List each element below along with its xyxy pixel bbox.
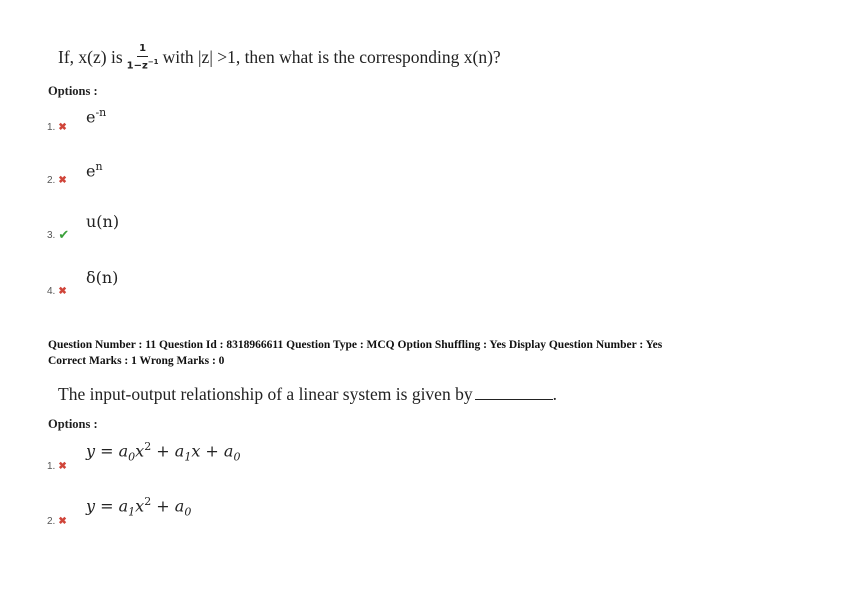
q1-option-1-text: $e^{-n}$ [86, 106, 107, 127]
q1-option-4-number: 4. ✖ [47, 286, 67, 297]
wrong-icon: ✖ [58, 175, 67, 186]
answer-blank [475, 399, 553, 400]
q1-option-3-text: u(n) [86, 212, 120, 231]
q2-option-2-number: 2. ✖ [47, 516, 67, 527]
question-1-text [58, 44, 501, 71]
question-2-text: The input-output relationship of a linear system is given by . [58, 384, 557, 404]
q1-option-3-number: 3. ✔ [47, 227, 70, 242]
options-label-1: Options : [48, 84, 98, 98]
check-icon: ✔ [58, 227, 70, 242]
q2-option-2-equation: $y = a_1x^2 + a_0$ [86, 495, 192, 519]
q1-option-4-text: δ(n) [86, 268, 119, 287]
q2-option-1-number: 1. ✖ [47, 461, 67, 472]
q2-option-1-equation: $y = a_0x^2 + a_1x + a_0$ [86, 440, 241, 464]
question-meta-line-2: Correct Marks : 1 Wrong Marks : 0 [48, 355, 225, 367]
question-1-suffix: with |z| >1, then what is the corresponding x(n)? [162, 47, 501, 68]
q1-option-2-number: 2. ✖ [47, 175, 67, 186]
fraction [127, 44, 159, 71]
wrong-icon: ✖ [58, 461, 67, 472]
fraction-numerator: 1 [137, 44, 148, 57]
wrong-icon: ✖ [58, 516, 67, 527]
q1-option-1-number: 1. ✖ [47, 122, 67, 133]
wrong-icon: ✖ [58, 122, 67, 133]
q1-option-2-text: $e^n$ [86, 160, 103, 181]
options-label-2: Options : [48, 417, 98, 431]
question-meta-line-1: Question Number : 11 Question Id : 8318966611 Question Type : MCQ Option Shuffling : Yes Display Question Number : Yes [48, 339, 663, 351]
fraction-denominator: $1-z^{-1}$ [126, 58, 159, 72]
wrong-icon: ✖ [58, 286, 67, 297]
question-1-prefix: If, x(z) is [58, 47, 123, 68]
